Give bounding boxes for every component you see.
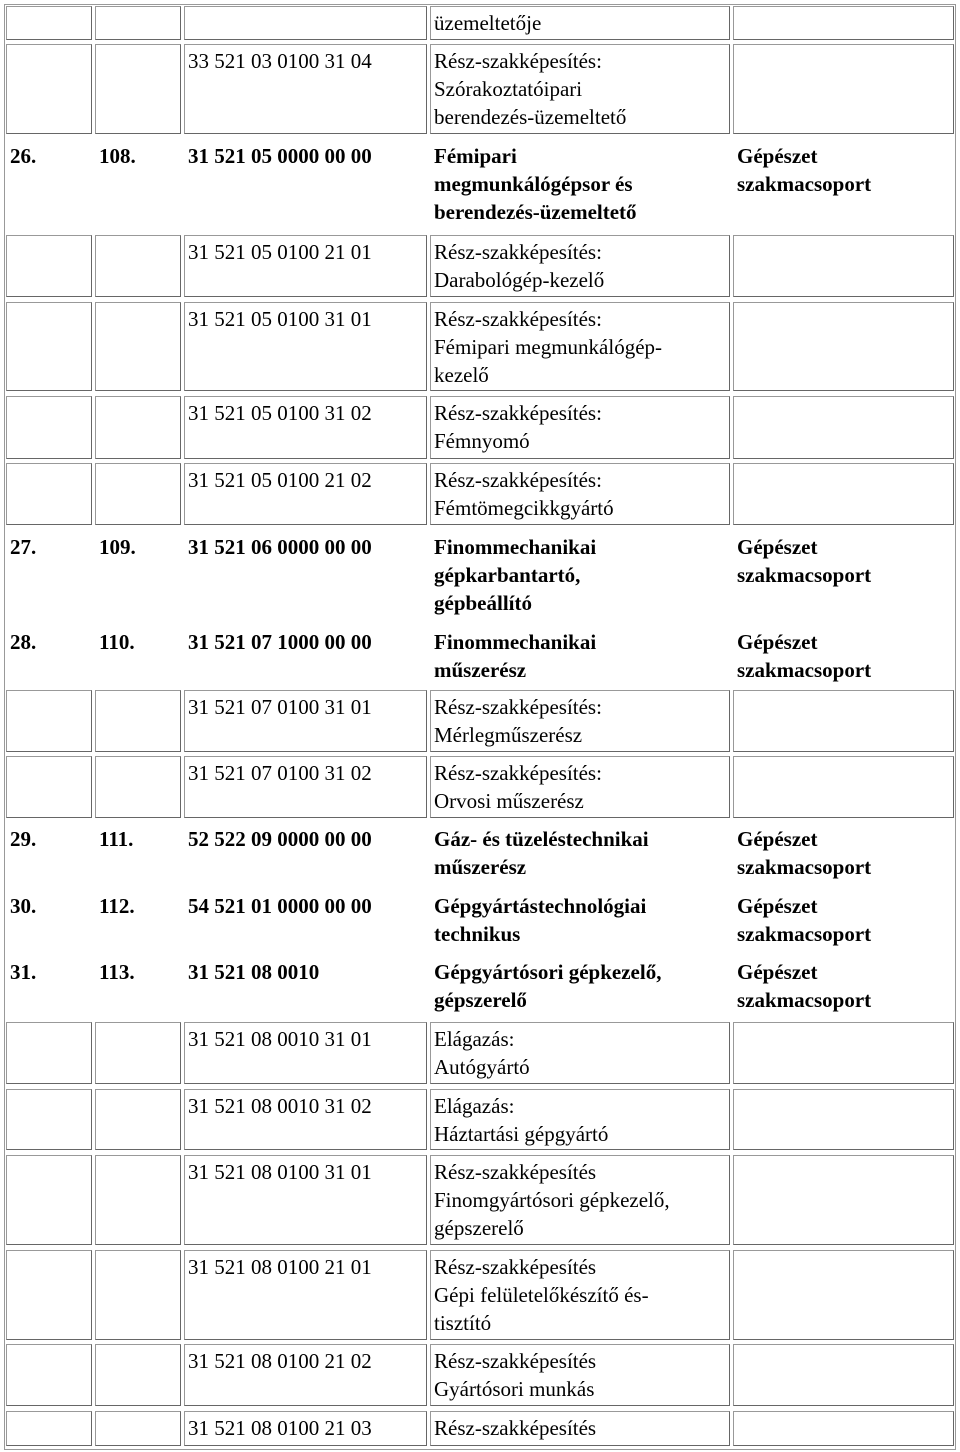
qualification-title-line: Háztartási gépgyártó (434, 1122, 609, 1146)
qualification-code: 31 521 08 0100 21 01 (188, 1255, 372, 1279)
row-number: 31. (10, 960, 37, 984)
occupation-group-line: Gépészet (737, 894, 818, 918)
qualification-code: 31 521 07 1000 00 00 (188, 630, 372, 654)
qualification-title-line: Rész-szakképesítés: (434, 49, 602, 73)
sub-number: 111. (99, 827, 134, 851)
cell-group (733, 235, 954, 297)
qualification-code: 31 521 05 0100 21 02 (188, 468, 372, 492)
qualification-title-line: Mérlegműszerész (434, 723, 583, 747)
cell-sub (95, 235, 181, 297)
cell-num (6, 1250, 92, 1340)
cell-num (6, 396, 92, 459)
cell-num (6, 44, 92, 134)
qualification-code: 31 521 06 0000 00 00 (188, 535, 372, 559)
occupation-group-line: Gépészet (737, 535, 818, 559)
qualification-title-line: tisztító (434, 1311, 492, 1335)
qualification-code: 31 521 07 0100 31 02 (188, 761, 372, 785)
sub-number: 109. (99, 535, 136, 559)
cell-sub (95, 1411, 181, 1446)
qualification-title-line: Rész-szakképesítés: (434, 761, 602, 785)
cell-group (733, 1250, 954, 1340)
qualification-title-line: megmunkálógépsor és (434, 172, 633, 196)
qualification-title-line: Orvosi műszerész (434, 789, 584, 813)
cell-group (733, 463, 954, 525)
occupation-group-line: szakmacsoport (737, 855, 872, 879)
qualification-title-line: Darabológép-kezelő (434, 268, 605, 292)
cell-group (733, 396, 954, 459)
qualification-title-line: technikus (434, 922, 521, 946)
cell-code (184, 6, 427, 40)
cell-sub (95, 1022, 181, 1084)
qualification-title-line: Szórakoztatóipari (434, 77, 583, 101)
cell-sub (95, 302, 181, 391)
qualification-code: 31 521 05 0000 00 00 (188, 144, 372, 168)
occupation-group-line: Gépészet (737, 960, 818, 984)
qualification-code: 31 521 08 0100 21 02 (188, 1349, 372, 1373)
cell-sub (95, 6, 181, 40)
qualification-title-line: Rész-szakképesítés: (434, 468, 602, 492)
cell-num (6, 1089, 92, 1150)
occupation-group-line: szakmacsoport (737, 988, 872, 1012)
qualification-title-line: műszerész (434, 658, 527, 682)
qualification-code: 33 521 03 0100 31 04 (188, 49, 372, 73)
cell-sub (95, 1250, 181, 1340)
cell-num (6, 1155, 92, 1245)
qualification-code: 52 522 09 0000 00 00 (188, 827, 372, 851)
sub-number: 113. (99, 960, 135, 984)
cell-num (6, 302, 92, 391)
cell-sub (95, 1344, 181, 1406)
qualification-code: 31 521 05 0100 31 02 (188, 401, 372, 425)
qualification-title-line: gépszerelő (434, 988, 527, 1012)
cell-group (733, 1155, 954, 1245)
qualification-title-line: Gépgyártástechnológiai (434, 894, 647, 918)
qualification-title-line: Rész-szakképesítés: (434, 307, 602, 331)
cell-group (733, 44, 954, 134)
qualification-title-line: Autógyártó (434, 1055, 530, 1079)
qualification-title-line: berendezés-üzemeltető (434, 105, 627, 129)
qualification-title-line: műszerész (434, 855, 527, 879)
cell-group (733, 1344, 954, 1406)
qualification-title-line: gépbeállító (434, 591, 532, 615)
cell-num (6, 6, 92, 40)
cell-sub (95, 463, 181, 525)
cell-sub (95, 44, 181, 134)
sub-number: 110. (99, 630, 135, 654)
qualification-title-line: Finommechanikai (434, 535, 597, 559)
cell-group (733, 1411, 954, 1446)
qualification-title-line: Elágazás: (434, 1094, 515, 1118)
qualification-title-line: Gépi felületelőkészítő és- (434, 1283, 649, 1307)
row-number: 26. (10, 144, 37, 168)
qualification-title-line: Rész-szakképesítés: (434, 401, 602, 425)
qualification-title-line: Rész-szakképesítés (434, 1255, 597, 1279)
qualification-title-line: berendezés-üzemeltető (434, 200, 637, 224)
row-number: 27. (10, 535, 37, 559)
cell-num (6, 690, 92, 752)
cell-num (6, 756, 92, 818)
occupation-group-line: szakmacsoport (737, 658, 872, 682)
cell-sub (95, 1089, 181, 1150)
row-number: 29. (10, 827, 37, 851)
occupation-group-line: Gépészet (737, 144, 818, 168)
row-number: 28. (10, 630, 37, 654)
qualification-title-line: gépkarbantartó, (434, 563, 581, 587)
qualification-code: 31 521 08 0010 31 02 (188, 1094, 372, 1118)
qualification-title-line: Fémipari (434, 144, 517, 168)
qualification-title-line: Fémnyomó (434, 429, 530, 453)
cell-sub (95, 690, 181, 752)
cell-sub (95, 756, 181, 818)
qualification-title-line: kezelő (434, 363, 489, 387)
cell-group (733, 690, 954, 752)
qualification-code: 31 521 08 0010 (188, 960, 320, 984)
occupation-group-line: szakmacsoport (737, 172, 872, 196)
qualification-title-line: Finommechanikai (434, 630, 597, 654)
qualification-code: 54 521 01 0000 00 00 (188, 894, 372, 918)
qualification-title-line: Elágazás: (434, 1027, 515, 1051)
qualification-title-line: Rész-szakképesítés (434, 1160, 597, 1184)
cell-group (733, 302, 954, 391)
cell-group (733, 1089, 954, 1150)
cell-group (733, 756, 954, 818)
qualification-code: 31 521 05 0100 31 01 (188, 307, 372, 331)
cell-num (6, 1411, 92, 1446)
qualification-title-line: Rész-szakképesítés: (434, 695, 602, 719)
qualification-title-line: Finomgyártósori gépkezelő, (434, 1188, 670, 1212)
occupation-group-line: szakmacsoport (737, 563, 872, 587)
qualification-title-line: Gépgyártósori gépkezelő, (434, 960, 662, 984)
qualification-code: 31 521 08 0100 31 01 (188, 1160, 372, 1184)
cell-num (6, 1022, 92, 1084)
cell-group (733, 1022, 954, 1084)
qualification-code: 31 521 07 0100 31 01 (188, 695, 372, 719)
qualification-title-line: Gáz- és tüzeléstechnikai (434, 827, 649, 851)
cell-sub (95, 396, 181, 459)
qualification-title-line: Fémtömegcikkgyártó (434, 496, 614, 520)
qualification-code: 31 521 05 0100 21 01 (188, 240, 372, 264)
qualification-code: 31 521 08 0100 21 03 (188, 1416, 372, 1440)
row-number: 30. (10, 894, 37, 918)
cell-sub (95, 1155, 181, 1245)
qualification-title-line: Fémipari megmunkálógép- (434, 335, 663, 359)
sub-number: 108. (99, 144, 136, 168)
qualification-title-line: Rész-szakképesítés: (434, 240, 602, 264)
occupation-group-line: Gépészet (737, 827, 818, 851)
sub-number: 112. (99, 894, 135, 918)
occupation-group-line: Gépészet (737, 630, 818, 654)
cell-num (6, 235, 92, 297)
qualification-title-line: Gyártósori munkás (434, 1377, 595, 1401)
qualification-title-line: gépszerelő (434, 1216, 524, 1240)
qualification-code: 31 521 08 0010 31 01 (188, 1027, 372, 1051)
occupation-group-line: szakmacsoport (737, 922, 872, 946)
cell-num (6, 1344, 92, 1406)
qualification-title-line: Rész-szakképesítés (434, 1349, 597, 1373)
qualification-title-line: üzemeltetője (434, 11, 542, 35)
cell-num (6, 463, 92, 525)
qualification-title-line: Rész-szakképesítés (434, 1416, 597, 1440)
cell-group (733, 6, 954, 40)
